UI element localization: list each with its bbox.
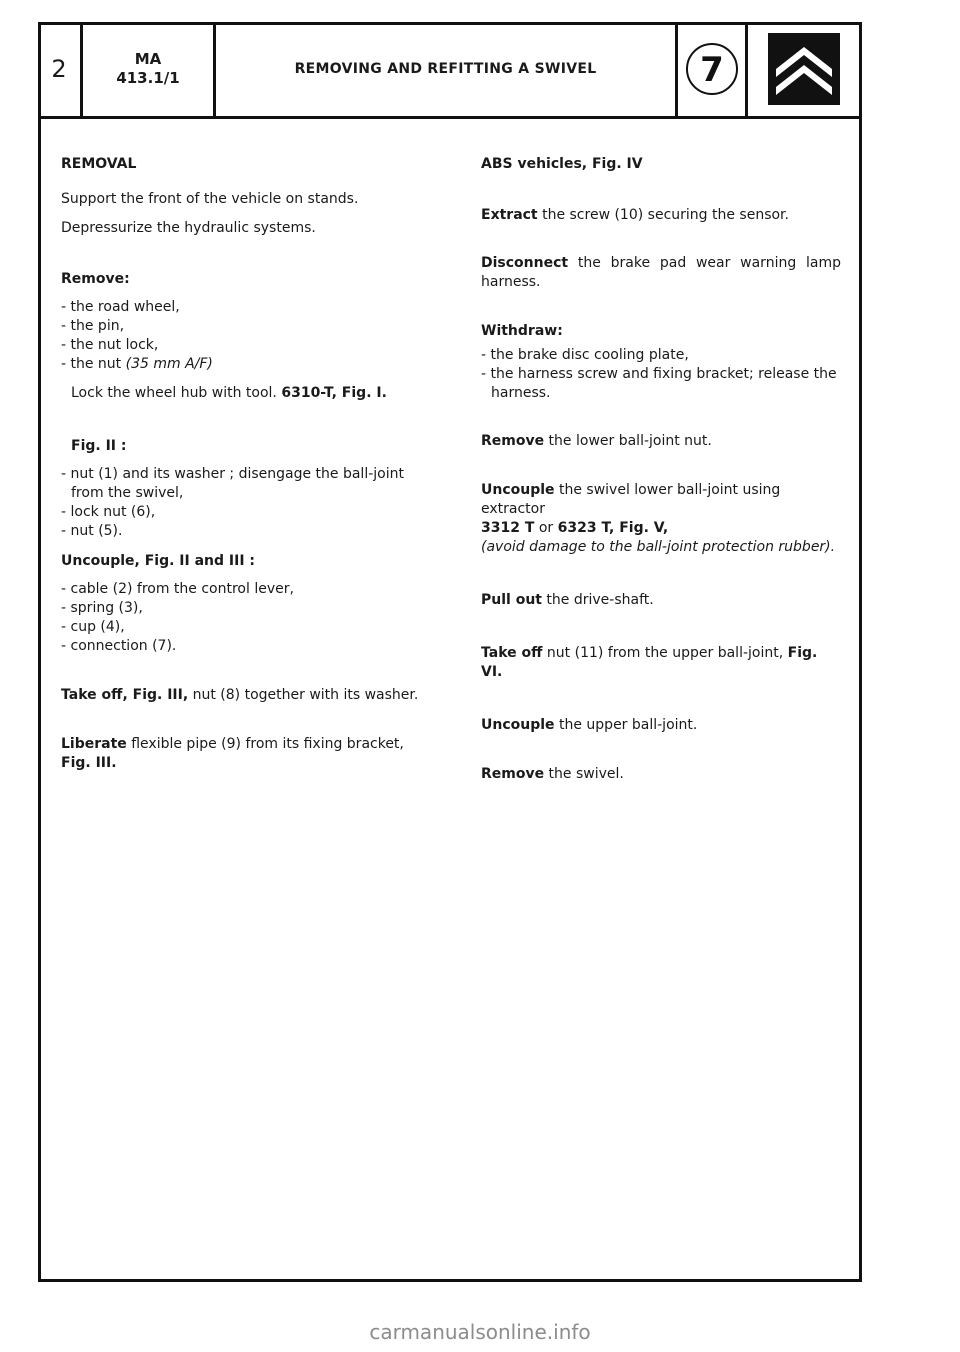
section-code-line2: 413.1/1	[116, 69, 180, 87]
right-column	[481, 155, 841, 784]
fig2-heading: Fig. II :	[71, 438, 127, 454]
page-number: 2	[38, 22, 83, 116]
circle-icon	[684, 41, 740, 97]
remove-swivel-instruction: Remove the swivel.	[481, 766, 624, 782]
list-item: - the nut lock,	[61, 337, 159, 353]
section-code-line1: MA	[134, 50, 162, 68]
list-item: - the nut (35 mm A/F)	[61, 356, 213, 372]
nut-size: (35 mm A/F)	[125, 356, 213, 372]
liberate-reference: Fig. III.	[61, 755, 117, 771]
extractor-tools: 3312 T or 6323 T, Fig. V,	[481, 520, 669, 536]
avoid-damage-note: (avoid damage to the ball-joint protection rubber).	[481, 539, 836, 555]
list-item: - nut (1) and its washer ; disengage the ball-joint from the swivel,	[61, 466, 404, 501]
left-column	[61, 155, 421, 773]
fig2-list	[61, 465, 421, 541]
list-item: - the pin,	[61, 318, 125, 334]
withdraw-heading: Withdraw:	[481, 323, 563, 339]
abs-heading: ABS vehicles, Fig. IV	[481, 156, 643, 172]
uncouple-list	[61, 580, 421, 656]
support-text: Support the front of the vehicle on stands.	[61, 191, 359, 207]
takeoff-instruction: Take off, Fig. III, nut (8) together with its washer.	[61, 687, 419, 703]
liberate-instruction: Liberate flexible pipe (9) from its fixing bracket,	[61, 736, 404, 752]
section-code	[83, 22, 216, 116]
depressurize-text: Depressurize the hydraulic systems.	[61, 220, 316, 236]
list-item: - cable (2) from the control lever,	[61, 581, 294, 597]
pullout-instruction: Pull out the drive-shaft.	[481, 592, 654, 608]
list-item: - the brake disc cooling plate,	[481, 347, 689, 363]
list-item: - connection (7).	[61, 638, 177, 654]
double-chevron-logo-icon	[768, 33, 840, 105]
watermark-footer: carmanualsonline.info	[369, 1320, 591, 1344]
withdraw-list	[481, 346, 841, 403]
list-item: - lock nut (6),	[61, 504, 156, 520]
takeoff-upper-instruction: Take off nut (11) from the upper ball-joint, Fig. VI.	[481, 645, 818, 680]
page-title: REMOVING AND REFITTING A SWIVEL	[216, 22, 678, 116]
uncouple-lower-instruction: Uncouple the swivel lower ball-joint using extractor	[481, 482, 781, 517]
disconnect-instruction: Disconnect the brake pad wear warning lamp harness.	[481, 255, 841, 290]
lock-instruction: Lock the wheel hub with tool. 6310-T, Fig. I.	[71, 385, 387, 401]
list-item: - the road wheel,	[61, 299, 180, 315]
list-item: - nut (5).	[61, 523, 123, 539]
uncouple-upper-instruction: Uncouple the upper ball-joint.	[481, 717, 698, 733]
list-item: - the harness screw and fixing bracket; release the harness.	[481, 366, 837, 401]
citroen-logo	[748, 22, 859, 116]
remove-heading: Remove:	[61, 271, 130, 287]
circle-number-badge	[678, 22, 748, 116]
remove-nut-instruction: Remove the lower ball-joint nut.	[481, 433, 712, 449]
list-item: - cup (4),	[61, 619, 125, 635]
list-item: - spring (3),	[61, 600, 143, 616]
extract-instruction: Extract the screw (10) securing the sensor.	[481, 207, 789, 223]
remove-list	[61, 298, 421, 374]
badge-number: 7	[699, 50, 724, 90]
tool-reference: 6310-T, Fig. I.	[281, 385, 387, 401]
uncouple-heading: Uncouple, Fig. II and III :	[61, 553, 256, 569]
removal-heading: REMOVAL	[61, 156, 137, 172]
page-header	[38, 22, 862, 119]
